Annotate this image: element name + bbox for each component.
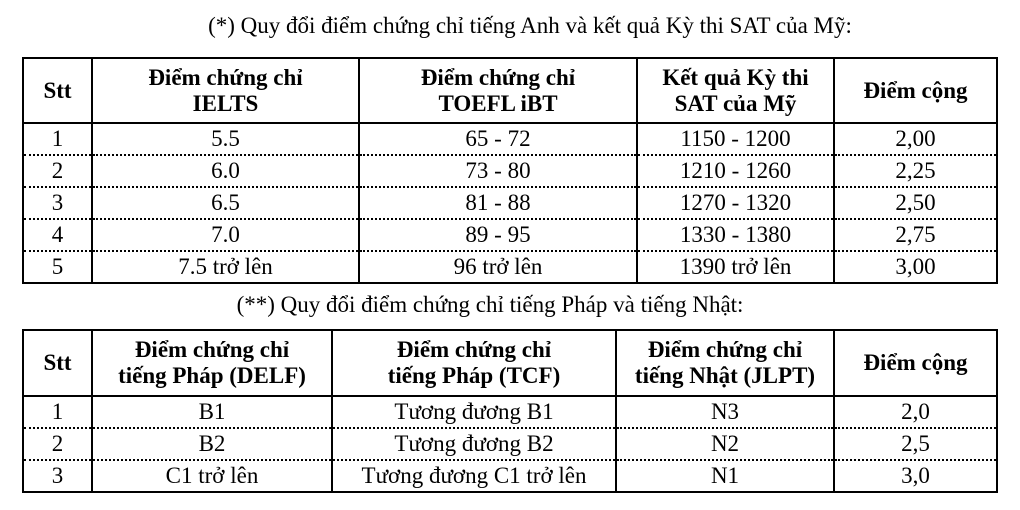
header-bonus: Điểm cộng xyxy=(834,58,997,123)
header-sat xyxy=(637,58,834,123)
header-bonus: Điểm cộng xyxy=(834,330,997,396)
cell-tcf: Tương đương C1 trở lên xyxy=(332,460,616,492)
table-row xyxy=(23,123,997,155)
cell-sat: 1270 - 1320 xyxy=(637,187,834,219)
cell-jlpt: N2 xyxy=(616,428,834,460)
cell-bonus: 3,00 xyxy=(834,251,997,283)
cell-toefl: 73 - 80 xyxy=(359,155,637,187)
header-tcf-line1: Điểm chứng chỉ xyxy=(396,337,552,362)
ielts-section-caption: (*) Quy đổi điểm chứng chỉ tiếng Anh và kết quả Kỳ thi SAT của Mỹ: xyxy=(208,13,852,38)
cell-tcf: Tương đương B2 xyxy=(332,428,616,460)
french-japanese-conversion-table xyxy=(22,329,998,493)
table-row xyxy=(23,428,997,460)
cell-sat: 1210 - 1260 xyxy=(637,155,834,187)
french-japanese-section-caption: (**) Quy đổi điểm chứng chỉ tiếng Pháp và tiếng Nhật: xyxy=(236,292,744,317)
table-row xyxy=(23,251,997,283)
cell-delf: B2 xyxy=(92,428,332,460)
table-header-row xyxy=(23,58,997,123)
cell-sat: 1390 trở lên xyxy=(637,251,834,283)
header-jlpt-line2: tiếng Nhật (JLPT) xyxy=(634,363,816,388)
header-toefl-line1: Điểm chứng chỉ xyxy=(420,64,576,90)
cell-stt: 1 xyxy=(23,396,92,428)
cell-sat: 1150 - 1200 xyxy=(637,123,834,155)
header-toefl xyxy=(359,58,637,123)
table-row xyxy=(23,155,997,187)
table-header-row xyxy=(23,330,997,396)
header-tcf-line2: tiếng Pháp (TCF) xyxy=(387,363,561,388)
cell-sat: 1330 - 1380 xyxy=(637,219,834,251)
header-ielts xyxy=(92,58,359,123)
header-sat-line2: SAT của Mỹ xyxy=(674,90,797,116)
cell-toefl: 89 - 95 xyxy=(359,219,637,251)
cell-bonus: 2,75 xyxy=(834,219,997,251)
cell-bonus: 2,0 xyxy=(834,396,997,428)
cell-jlpt: N3 xyxy=(616,396,834,428)
cell-stt: 4 xyxy=(23,219,92,251)
cell-bonus: 2,25 xyxy=(834,155,997,187)
header-delf-line1: Điểm chứng chỉ xyxy=(134,337,290,362)
cell-stt: 2 xyxy=(23,155,92,187)
table-row xyxy=(23,219,997,251)
cell-ielts: 7.5 trở lên xyxy=(92,251,359,283)
header-jlpt xyxy=(616,330,834,396)
cell-bonus: 2,5 xyxy=(834,428,997,460)
table-row xyxy=(23,460,997,492)
english-sat-conversion-table xyxy=(22,57,998,284)
cell-ielts: 6.5 xyxy=(92,187,359,219)
cell-stt: 3 xyxy=(23,187,92,219)
header-sat-line1: Kết quả Kỳ thi xyxy=(662,64,809,90)
cell-stt: 2 xyxy=(23,428,92,460)
cell-stt: 5 xyxy=(23,251,92,283)
cell-bonus: 2,00 xyxy=(834,123,997,155)
cell-ielts: 5.5 xyxy=(92,123,359,155)
cell-toefl: 96 trở lên xyxy=(359,251,637,283)
cell-ielts: 7.0 xyxy=(92,219,359,251)
header-tcf xyxy=(332,330,616,396)
header-stt: Stt xyxy=(23,330,92,396)
table-row xyxy=(23,187,997,219)
cell-delf: B1 xyxy=(92,396,332,428)
header-ielts-line1: Điểm chứng chỉ xyxy=(148,64,303,90)
cell-toefl: 81 - 88 xyxy=(359,187,637,219)
cell-stt: 1 xyxy=(23,123,92,155)
cell-tcf: Tương đương B1 xyxy=(332,396,616,428)
cell-stt: 3 xyxy=(23,460,92,492)
table-row xyxy=(23,396,997,428)
cell-bonus: 2,50 xyxy=(834,187,997,219)
header-delf xyxy=(92,330,332,396)
header-delf-line2: tiếng Pháp (DELF) xyxy=(118,363,306,388)
cell-bonus: 3,0 xyxy=(834,460,997,492)
cell-jlpt: N1 xyxy=(616,460,834,492)
header-jlpt-line1: Điểm chứng chỉ xyxy=(647,337,803,362)
header-ielts-line2: IELTS xyxy=(192,90,259,116)
cell-delf: C1 trở lên xyxy=(92,460,332,492)
cell-ielts: 6.0 xyxy=(92,155,359,187)
header-stt: Stt xyxy=(23,58,92,123)
header-toefl-line2: TOEFL iBT xyxy=(438,90,558,116)
cell-toefl: 65 - 72 xyxy=(359,123,637,155)
